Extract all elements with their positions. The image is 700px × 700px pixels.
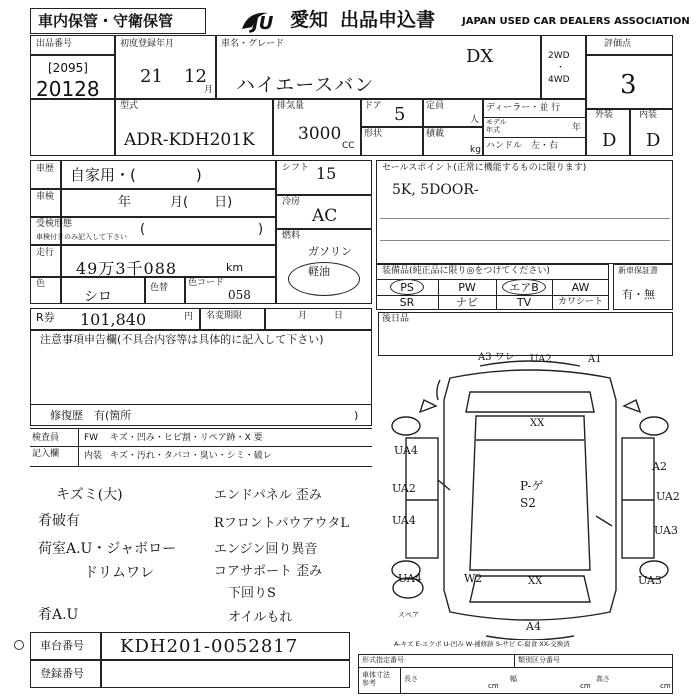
shift-value: 15: [316, 164, 337, 183]
note-right-5: 下回りS: [228, 586, 276, 601]
displacement-value: 3000: [298, 124, 342, 144]
type-label: 型式: [120, 101, 139, 111]
form-spec-label: 形式指定番号: [362, 656, 404, 664]
interior-label: 内装: [639, 110, 658, 120]
pickup-note: 車検付きのみ記入して下さい: [36, 233, 127, 241]
sales-point-box: [376, 160, 673, 264]
storage-label: 車内保管・守衛保管: [38, 12, 174, 30]
equip-airbag: エアB: [509, 281, 539, 294]
name-change-fields: 月 日: [298, 311, 344, 321]
equip-ps: PS: [400, 281, 414, 294]
punch-hole: [14, 640, 24, 650]
mark-front-top: A3 ワレ: [478, 352, 515, 363]
mark-left-low: UA4: [392, 514, 416, 527]
model-code: ADR-KDH201K: [124, 130, 255, 150]
doors-label: ドア: [364, 101, 382, 111]
warranty-options: 有・無: [622, 288, 655, 301]
color-value: シロ: [84, 289, 112, 305]
note-right-1: エンドパネル 歪み: [214, 488, 322, 503]
note-right-2: RフロントパウアウタL: [214, 516, 350, 531]
recycle-label: R券: [36, 311, 55, 324]
color-label: 色: [36, 279, 46, 289]
exterior-grade: D: [602, 130, 617, 151]
legend-text: A-キズ E-エクボ U-凹み W-補修跡 S-サビ C-腐食 XX-交換済: [394, 640, 570, 648]
repair-history-close: ): [354, 409, 359, 422]
load-label: 積載: [426, 129, 445, 139]
association-name: JAPAN USED CAR DEALERS ASSOCIATION: [462, 16, 690, 27]
mileage-unit: km: [226, 261, 244, 274]
sales-point-value: 5K, 5DOOR-: [392, 182, 479, 198]
note-right-3: エンジン回り異音: [214, 542, 318, 557]
equip-navi: ナビ: [456, 296, 478, 309]
chassis-label: 車台番号: [40, 639, 84, 652]
warranty-label: 新車保証書: [618, 266, 658, 275]
repair-history-label: 修復歴 有(箇所: [50, 409, 132, 422]
inspect-items: キズ・凹み・ヒビ割・リペア跡・X 要: [110, 433, 263, 443]
mark-center: P-ゲ S2: [520, 479, 544, 510]
car-damage-diagram: [380, 340, 680, 640]
cc-unit: CC: [342, 141, 355, 151]
exterior-label: 外装: [595, 110, 614, 120]
capacity-label: 定員: [426, 101, 445, 111]
yen-unit: 円: [184, 312, 194, 322]
height-unit: cm: [660, 682, 671, 690]
ju-logo: [238, 7, 294, 35]
fuel-diesel: 軽油: [308, 265, 330, 278]
vehicle-size-label: 車体寸法 参考: [362, 671, 390, 687]
aircon-label: 冷房: [282, 197, 301, 207]
fuel-gasoline: ガソリン: [308, 245, 352, 258]
equip-airbag-circle: [502, 279, 546, 295]
equip-ps-circle: [390, 279, 424, 295]
reg-label: 登録番号: [40, 667, 84, 680]
first-reg-label: 初度登録年月: [120, 39, 175, 49]
interior-items-label: 内装: [84, 451, 103, 461]
color-code-label: 色コード: [188, 278, 225, 288]
equip-seat: カワシート: [557, 297, 603, 307]
interior-grade: D: [646, 130, 661, 151]
color-code-value: 058: [228, 288, 251, 302]
shift-label: シフト: [282, 163, 310, 173]
kg-unit: kg: [470, 145, 481, 155]
entry-label: 記入欄: [32, 449, 60, 459]
mark-right-low: UA3: [654, 524, 678, 537]
mark-rear-w2: W2: [464, 572, 483, 585]
equip-sr: SR: [399, 296, 415, 309]
equipment-label: 装備品(純正品に限り◎をつけてください): [382, 266, 550, 276]
displacement-label: 排気量: [277, 101, 305, 111]
equip-aw: AW: [571, 281, 590, 294]
drive-separator: ・: [556, 63, 566, 73]
sales-point-label: セールスポイント(正常に機能するものに限ります): [382, 163, 587, 173]
grade: DX: [466, 46, 494, 67]
inspection-fields: 年 月( 日): [118, 195, 233, 210]
month-unit: 月: [204, 85, 214, 95]
model-name: ハイエースバン: [236, 74, 375, 96]
mark-front-right: A1: [588, 354, 602, 365]
inspection-label: 車検: [36, 192, 55, 202]
doors-value: 5: [394, 104, 406, 125]
mark-rear-right: UA3: [638, 574, 662, 587]
mark-left-mid: UA2: [392, 482, 416, 495]
note-right-6: オイルもれ: [228, 610, 293, 625]
equip-tv: TV: [516, 296, 532, 309]
rear-item-label: 後日品: [382, 314, 410, 324]
mileage-label: 走行: [36, 248, 55, 258]
drive-2wd: 2WD: [548, 51, 570, 61]
fw-label: FW: [84, 433, 99, 443]
shape-label: 形状: [364, 129, 383, 139]
height-label: 高さ: [596, 675, 610, 683]
mark-rear-bottom: A4: [526, 620, 541, 633]
mark-rear-left: UA4: [398, 572, 422, 585]
model-grade-label: 車名・グレード: [221, 39, 285, 49]
interior-marks: キズ・汚れ・タバコ・臭い・シミ・破レ: [110, 451, 272, 461]
score-value: 3: [620, 70, 637, 100]
model-year-label: モデル 年式: [486, 118, 507, 134]
fuel-label: 燃料: [282, 231, 301, 241]
mark-left-top: UA4: [394, 444, 418, 457]
inspector-label: 検査員: [32, 433, 60, 443]
spec-box: [358, 654, 673, 694]
width-unit: cm: [580, 682, 591, 690]
lot-no-label: 出品番号: [36, 39, 73, 49]
lot-number: 20128: [36, 77, 100, 101]
note-line-5: 肴A.U: [38, 607, 79, 623]
mark-roof-xx: XX: [530, 418, 545, 429]
reg-year: 21: [140, 66, 163, 87]
length-label: 長さ: [404, 675, 418, 683]
mark-right-top: A2: [652, 460, 667, 473]
org-name: 愛知: [290, 9, 329, 31]
width-label: 幅: [510, 675, 517, 683]
note-line-4: ドリムワレ: [84, 565, 154, 581]
note-line-1: キズミ(大): [56, 487, 123, 503]
capacity-unit: 人: [470, 115, 480, 125]
mileage-value: 49万3千088: [76, 259, 178, 278]
lot-prefix: [2095]: [48, 61, 88, 75]
year-unit: 年: [572, 123, 582, 133]
reg-month: 12: [184, 66, 207, 87]
note-right-4: コアサポート 歪み: [214, 564, 323, 579]
pickup-paren-close: ): [258, 222, 264, 237]
mark-front-mid: UA2: [530, 354, 552, 365]
equip-pw: PW: [458, 281, 476, 294]
history-value: 自家用・( ): [70, 166, 202, 184]
handle-label: ハンドル 左・右: [486, 141, 559, 151]
score-label: 評価点: [604, 39, 632, 49]
pickup-paren-open: (: [140, 222, 146, 237]
name-change-label: 名変期限: [206, 311, 243, 321]
aircon-value: AC: [312, 206, 338, 226]
color-change-label: 色替: [150, 283, 169, 293]
history-label: 車歴: [36, 164, 55, 174]
doc-title: 出品申込書: [340, 9, 436, 31]
drive-4wd: 4WD: [548, 75, 570, 85]
note-line-3: 荷室A.U・ジャボロー: [38, 541, 177, 557]
note-line-2: 肴破有: [38, 513, 80, 529]
chassis-number: KDH201-0052817: [120, 636, 299, 657]
recycle-amount: 101,840: [80, 310, 147, 329]
import-label: ディーラー・並 行: [486, 103, 561, 113]
mark-rear-xx: XX: [528, 576, 543, 587]
length-unit: cm: [488, 682, 499, 690]
class-spec-label: 類別区分番号: [518, 656, 560, 664]
notes-label: 注意事項申告欄(不具合内容等は具体的に記入して下さい): [40, 333, 324, 346]
mark-right-mid: UA2: [656, 490, 680, 503]
spare-label: スペア: [398, 611, 419, 619]
pickup-label: 受検形態: [36, 219, 73, 229]
logo-mark: JU: [252, 13, 274, 34]
